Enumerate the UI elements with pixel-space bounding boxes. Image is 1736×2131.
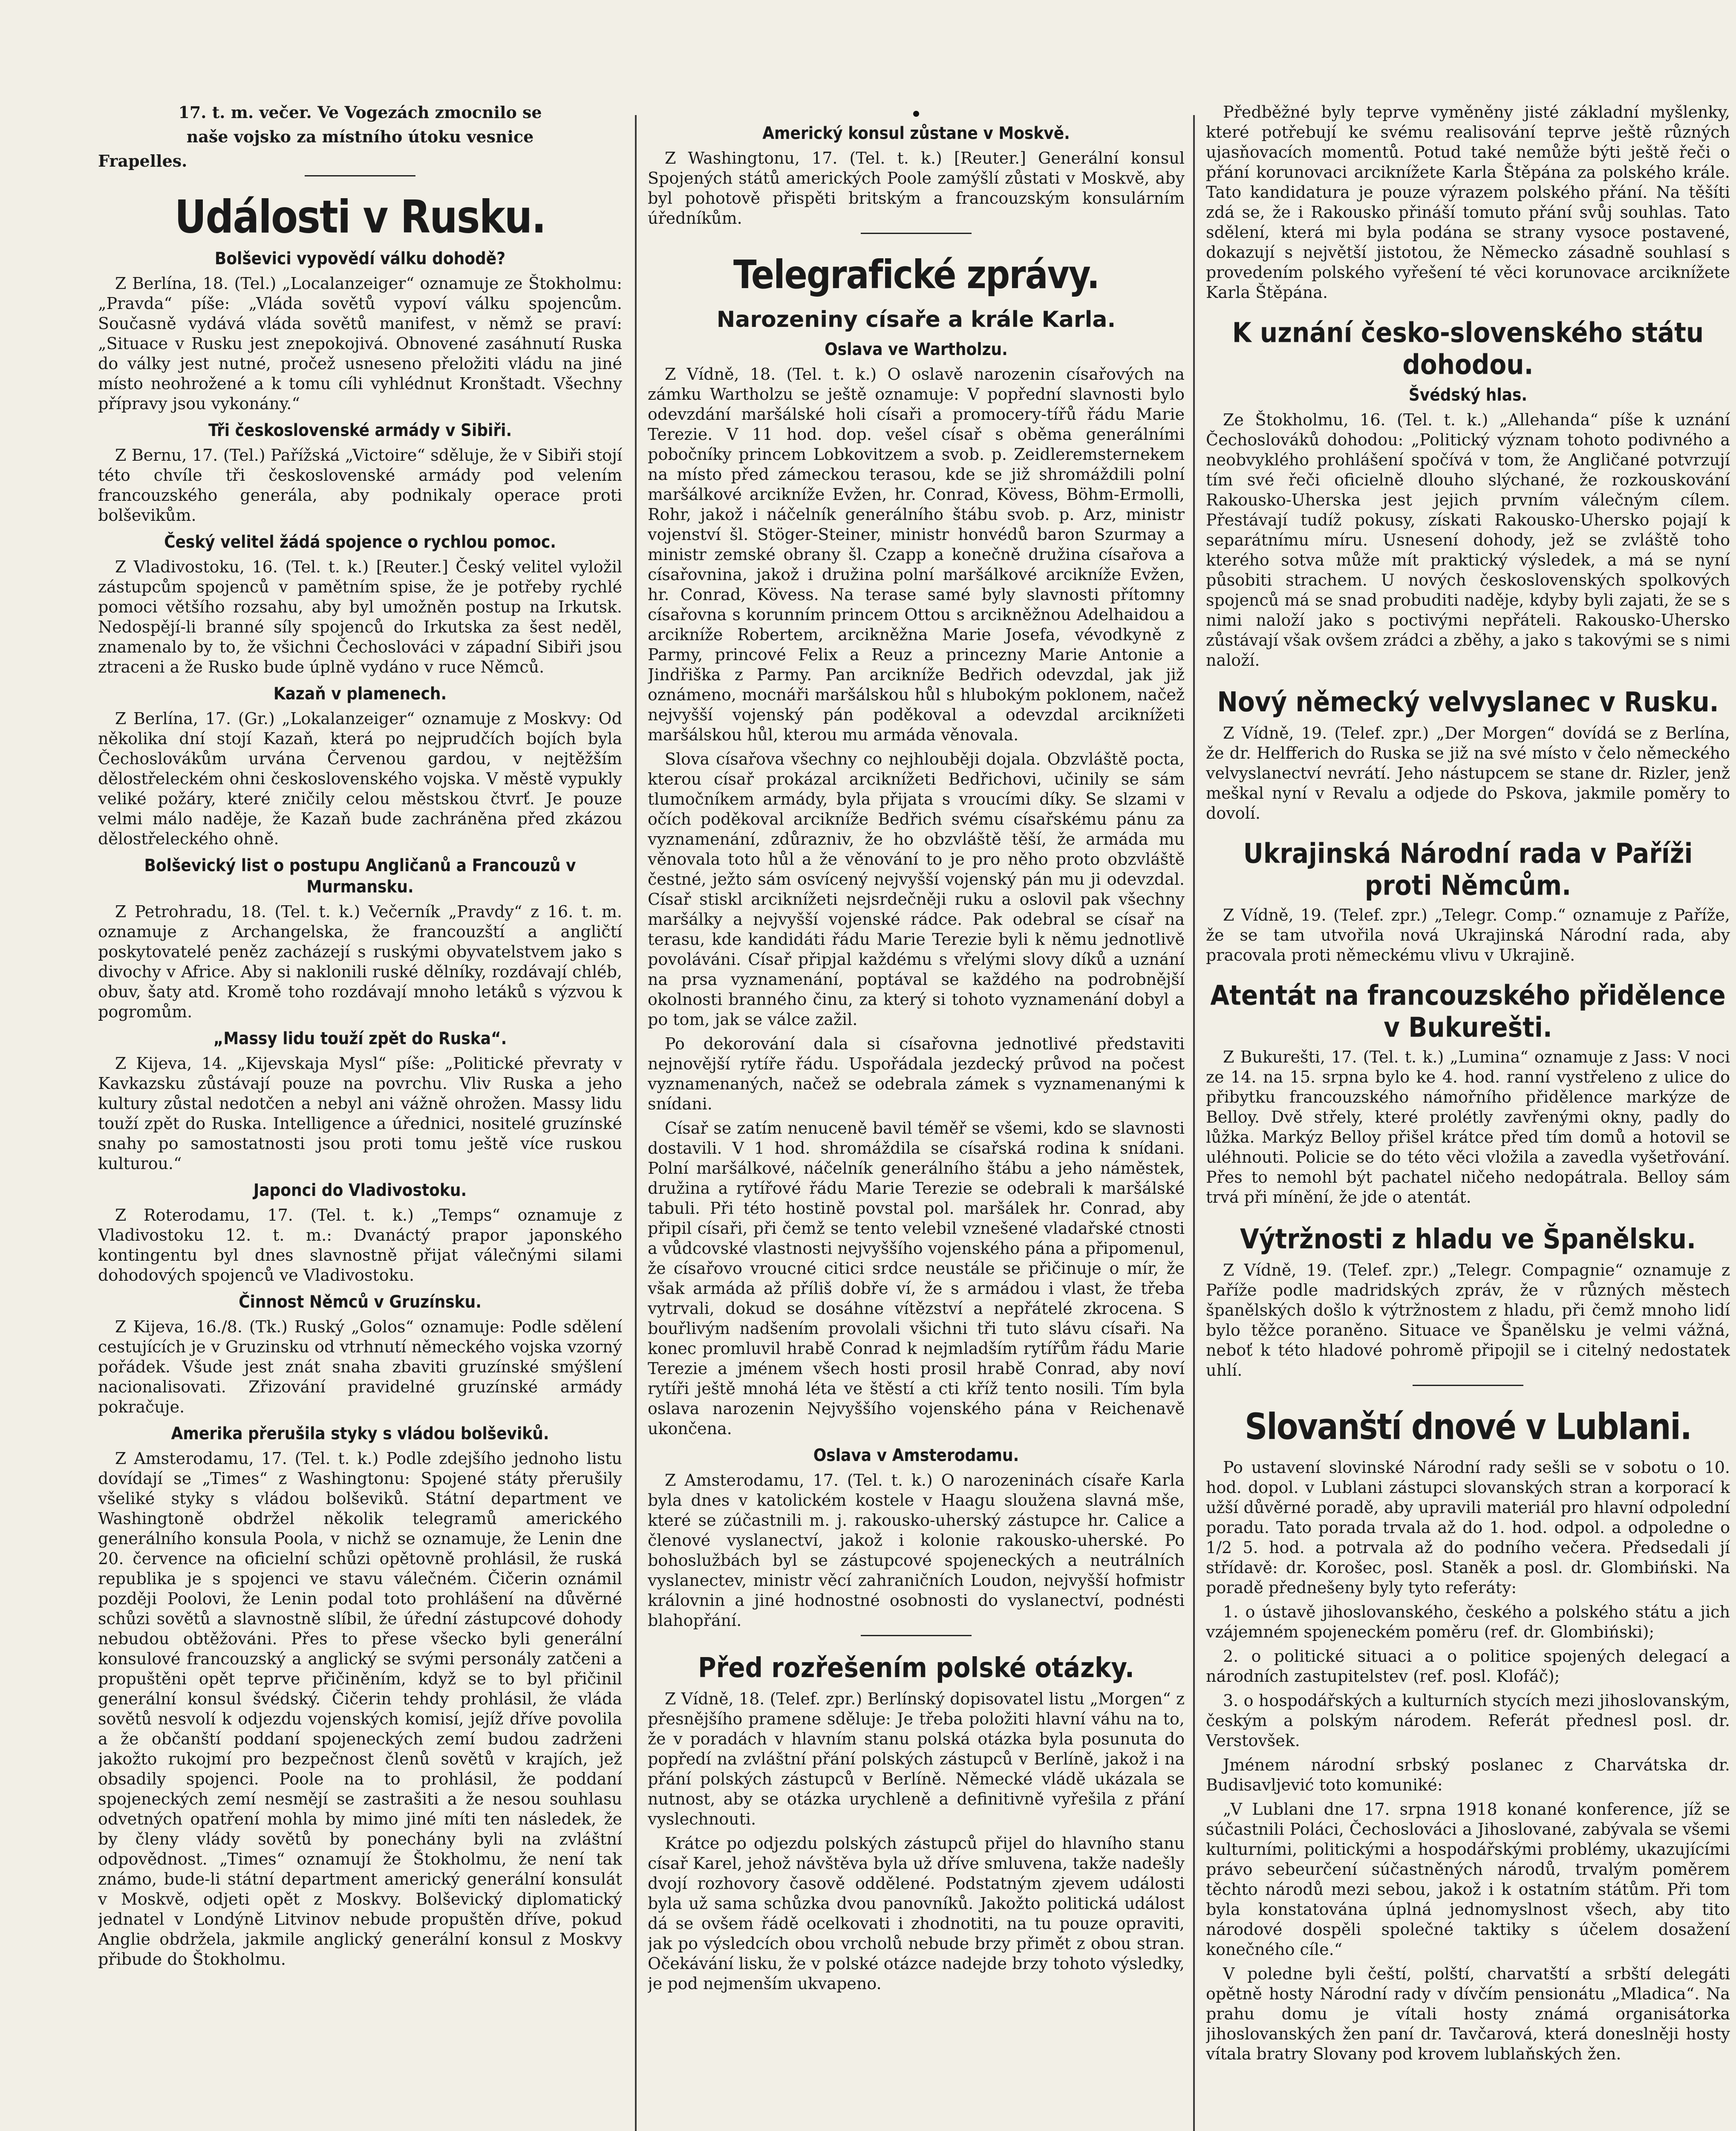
top-line: 17. t. m. večer. Ve Vogezách zmocnilo se	[178, 103, 542, 122]
separator-rule	[305, 175, 415, 176]
column-left	[98, 102, 622, 2131]
article-paragraph: 3. o hospodářských a kulturních stycích mezi jihoslovanským, českým a polským národem. Referát přednesl posl. dr. Verstovšek.	[1206, 1691, 1730, 1750]
section-title: K uznání česko-slovenského státu dohodou.	[1232, 317, 1704, 381]
section-title: Před rozřešením polské otázky.	[698, 1652, 1134, 1684]
article-paragraph: Z Vídně, 19. (Telef. zpr.) „Der Morgen“ dovídá se z Berlína, že dr. Helfferich do Ruska se již na své místo v čelo německého velvyslanectví nevrátí. Jeho nástupcem se stane dr. Rizler, jenž meškal nyní v Revalu a odjede do Pskova, jakmile poměry to dovolí.	[1206, 724, 1730, 823]
article-paragraph: Ze Štokholmu, 16. (Tel. t. k.) „Allehanda“ píše k uznání Čechoslováků dohodou: „Politický význam tohoto podivného a neobvyklého prohlášení spočívá v tom, že Angličané potvrzují tím své řeči oficielně dlouho slýchané, že rozkouskování Rakousko-Uherska jest jejich prvním válečným cílem. Přestávají tudíž pokusy, získati Rakousko-Uhersko pojají k separátnímu míru. Usnesení dohody, jež se zvláště toho kterého sotva může mít praktický výsledek, a má se nyní působiti strachem. U nových československých spolkových spojenců má se snad probuditi naděje, kdyby byli zajati, že se s nimi naloží jako s poctivými nepřáteli. Rakousko-Uhersko zůstávají však ovšem zrádci a zběhy, a jako s takovými se s nimi naloží.	[1206, 410, 1730, 670]
article-body	[648, 1689, 1185, 1994]
article-heading: Oslava v Amsterodamu.	[813, 1446, 1019, 1465]
section-title: Slovanští dnové v Lublani.	[1245, 1406, 1691, 1448]
column-middle	[648, 102, 1185, 2131]
column-divider	[1193, 115, 1195, 2131]
article-heading: Bolševici vypovědí válku dohodě?	[214, 249, 506, 269]
article-heading: Činnost Němců v Gruzínsku.	[239, 1292, 482, 1312]
ornament	[913, 111, 919, 117]
article-paragraph: V poledne byli čeští, polští, charvatští a srbští delegáti opětně hosty Národní rady v dívčím pensionátu „Mladica“. Na prahu domu je vítali hosty známá organisátorka jihoslovanských žen paní dr. Tavčarová, která doneslněji hosty vítala bratry Slovany pod krovem lublaňských žen.	[1206, 1964, 1730, 2063]
article-heading: Japonci do Vladivostoku.	[253, 1181, 467, 1200]
article-body	[1206, 1458, 1730, 2064]
article-paragraph: Slova císařova všechny co nejhlouběji dojala. Obzvláště pocta, kterou císař prokázal arciknížeti Bedřichovi, učinily se sám tlumočníkem armády, byla přijata s vroucími díky. Se slzami v očích poděkoval arcikníže Bedřich svému císařskému pánu za vyznamenání, zdůrazniv, že ho obzvláště těší, že armáda mu věnovala toto hůl a že věnování to je pro něho proto obzvláště čestné, ježto sám osvícený nejvyšší vojenský pán mu ji odevzdal. Císař stiskl arciknížeti nejsrdečněji ruku a oslovil pak všechny maršálky a nejvyšší vojenské rádce. Pak odebral se císař na terasu, kde kandidáti řádu Marie Terezie byli k němu jednotlivě povoláváni. Císař připjal každému s vřelými slovy díků a uznání na prsa vyznamenání, poptával se každého na podrobnější okolnosti branného činu, za který si tohoto vyznamenání dobyl a po tom, jak se válce zažil.	[648, 750, 1185, 1029]
article-paragraph: Z Bernu, 17. (Tel.) Pařížská „Victoire“ sděluje, že v Sibiři stojí této chvíle tři československé armády pod velením francouzského generála, aby podnikaly operace proti bolševikům.	[98, 446, 622, 525]
article-paragraph: Z Amsterodamu, 17. (Tel. t. k.) O narozeninách císaře Karla byla dnes v katolickém kostele v Haagu sloužena slavná mše, které se zúčastnili m. j. rakousko-uherský zástupce hr. Calice a členové vyslanectví, jakož i kolonie rakousko-uherské. Po bohoslužbách byl se zástupcové spojeneckých a neutrálních vyslanectev, ministr věcí zahraničních Loudon, nejvyšší hofmistr královnin a jiné hodnostné osobnosti do vyslanectví, podnésti blahopřání.	[648, 1471, 1185, 1630]
article-paragraph: Z Roterodamu, 17. (Tel. t. k.) „Temps“ oznamuje z Vladivostoku 12. t. m.: Dvanáctý prapor japonského kontingentu byl dnes slavnostně přijat válečnými silami dohodových spojenců ve Vladivostoku.	[98, 1206, 622, 1285]
section-title: Výtržnosti z hladu ve Španělsku.	[1240, 1223, 1696, 1255]
article-heading: Americký konsul zůstane v Moskvě.	[762, 124, 1070, 143]
article-heading: Kazaň v plamenech.	[273, 684, 447, 704]
article-body	[1206, 1260, 1730, 1380]
article-paragraph: Z Kijeva, 14. „Kijevskaja Mysl“ píše: „Politické převraty v Kavkazsku zůstávají pouze na povrchu. Vliv Ruska a jeho kultury zůstal nedotčen a nebyl ani vážně ohrožen. Massy lidu touží zpět do Ruska. Intelligence a úřednici, nositelé gruzínské snahy po samostatnosti jsou proti tomu ještě více ruskou kulturou.“	[98, 1054, 622, 1173]
section-title: Atentát na francouzského přidělence v Bukurešti.	[1210, 979, 1726, 1043]
section-title: Telegrafické zprávy.	[733, 251, 1099, 297]
separator-rule	[861, 1635, 972, 1636]
article-paragraph: Z Berlína, 17. (Gr.) „Lokalanzeiger“ oznamuje z Moskvy: Od několika dní stojí Kazaň, která po nejprudčích bojích byla Čechoslovákům urvána Červenou gardou, v nejtěžším dělostřeleckém ohni československého vojska. V městě vypukly veliké požáry, které zničily celou městskou čtvrť. Je pouze velmi málo naděje, že Kazaň bude zachráněna před zkázou dělostřeleckého ohně.	[98, 709, 622, 848]
article-paragraph: 2. o politické situaci a o politice spojených delegací a národních zastupitelstev (ref. posl. Klofáč);	[1206, 1647, 1730, 1686]
article-paragraph: Po ustavení slovinské Národní rady sešli se v sobotu o 10. hod. dopol. v Lublani zástupci slovanských stran a korporací k užší důvěrné poradě, aby upravili materiál pro hlavní odpolední poradu. Tato porada trvala až do 1. hod. odpol. a odpoledne o 1/2 5. hod. a potrvala až do podního večera. Předsedali jí střídavě: dr. Korošec, posl. Staněk a posl. dr. Glombiński. Na poradě přednešeny byly tyto referáty:	[1206, 1458, 1730, 1597]
article-body	[1206, 723, 1730, 823]
article-body	[98, 248, 622, 1969]
article-body	[648, 339, 1185, 1631]
column-divider	[635, 115, 637, 2131]
column-right	[1206, 102, 1730, 2131]
article-heading: Oslava ve Wartholzu.	[825, 340, 1008, 359]
article-paragraph: Z Amsterodamu, 17. (Tel. t. k.) Podle zdejšího jednoho listu dovídají se „Times“ z Washingtonu: Spojené státy přerušily všeliké styky s vládou bolševiků. Státní department ve Washingtoně obdržel několik telegramů amerického generálního konsula Poola, v nichž se oznamuje, že Lenin dne 20. července na oficielní schůzi opětovně prohlásil, že ruská republika je s spojenci ve stavu válečném. Čičerin oznámil později Poolovi, že Lenin podal toto prohlášení na důvěrné schůzi sovětů a slavnostně slíbil, že úřední zástupcové dohody nebudou obtěžováni. Přes to přese všecko byli generální konsulové francouzský a anglický se svými personály zatčeni a propuštěni opět teprve přičiněním, když se to byl přičinil generální konsul švédský. Čičerin tehdy prohlásil, že vláda sovětů nesvolí k odjezdu vojenských komisí, jejíž dříve povolila a že občanští poddaní spojeneckých zemí budou zadrženi jakožto rukojmí pro bezpečnost členů sovětů v krajích, jež obsadily spojenci. Poole na to prohlásil, že poddaní spojeneckých zemí nesmějí se zastrašiti a že nesou souhlasu odvetných opatření mohla by mimo jiné míti ten následek, že by členy vlády sovětů by ponechány byli na zvláštní odpovědnost. „Times“ oznamují že Štokholmu, že není tak známo, bude-li státní department americký generální konsulát v Moskvě, odjeti opět z Moskvy. Bolševický diplomatický jednatel v Londýně Litvinov nebude propuštěn dříve, pokud Anglie obdržela, jakmile anglický generální konsul z Moskvy přibude do Štokholmu.	[98, 1449, 622, 1969]
article-paragraph: Z Kijeva, 16./8. (Tk.) Ruský „Golos“ oznamuje: Podle sdělení cestujících je v Gruzinsku od vtrhnutí německého vojska vzorný pořádek. Všude jest znát snaha zbaviti gruzínské smýšlení nacionalisovati. Zřizování pravidelné gruzínské armády pokračuje.	[98, 1317, 622, 1416]
article-paragraph: Z Bukurešti, 17. (Tel. t. k.) „Lumina“ oznamuje z Jass: V noci ze 14. na 15. srpna bylo ke 4. hod. ranní vystřeleno z ulice do přibytku francouzského námořního přidělence markýze de Belloy. Dvě střely, které prolétly zavřenými okny, padly do lůžka. Markýz Belloy přišel krátce před tím domů a hotovil se uléhnouti. Policie se do této věci vložila a zavedla vyšetřování. Přes to nemohl být pachatel ničeho nedopátrala. Belloy sám trvá při mínění, že jde o atentát.	[1206, 1048, 1730, 1207]
section-title: Nový německý velvyslanec v Rusku.	[1217, 686, 1719, 718]
article-paragraph: Z Vladivostoku, 16. (Tel. t. k.) [Reuter.] Český velitel vyložil zástupcům spojenců v pamětním spise, že je potřeby rychlé pomoci většího rozsahu, aby byl umožněn postup na Irkutsk. Nedospějí-li branné síly spojenců do Irkutska za šest neděl, znamenalo by to, že všichni Čechoslováci v západní Sibiři jsou ztraceni a že Rusko bude úplně vydáno v ruce Němců.	[98, 557, 622, 676]
article-paragraph: Z Berlína, 18. (Tel.) „Localanzeiger“ oznamuje ze Štokholmu: „Pravda“ píše: „Vláda sovětů vypoví válku spojencům. Současně vydává vláda sovětů manifest, v němž se praví: „Situace v Rusku jest znepokojivá. Obnovené zasáhnutí Ruska do války jest nutné, pročež usneseno přeložiti vládu na jiné místo neohrožené a k tomu cíli vyhlédnut Kronštadt. Všechny přípravy jsou vykonány.“	[98, 274, 622, 413]
article-paragraph: Krátce po odjezdu polských zástupců přijel do hlavního stanu císař Karel, jehož návštěva byla už dříve smluvena, takže nadešly dvojí rozhovory časově oddělené. Podstatným zjevem události byla už sama schůzka dvou panovníků. Jakožto politická událost dá se ovšem řádě ocelkovati i zhodnotiti, na tu pouze opraviti, jak po výsledcích obou vrcholů nebude brzy přimět z obou stran. Očekávání lisku, že v polské otázce nadejde brzy tohoto výsledky, je pod nejmenším ukvapeno.	[648, 1834, 1185, 1993]
section-title: Události v Rusku.	[174, 191, 546, 243]
article-paragraph: Císař se zatím nenuceně bavil téměř se všemi, kdo se slavnosti dostavili. V 1 hod. shromáždila se císařská rodina k snídani. Polní maršálkové, náčelník generálního štábu a jeho náměstek, družina a rytířové řádu Marie Terezie se odebrali k maršálské tabuli. Při této hostině povstal pol. maršálek hr. Conrad, aby připil císaři, při čemž se tento velebil vznešené vladařské ctnosti a vůdcovské vlastnosti nejvyššího vojenského pána a připomenul, že císařovo vroucné citici srdce neustále se přičinuje o mír, že však armáda až příliš dobře ví, že s armádou i vlast, že třeba vytrvali, dokud se dosáhne vítězství a nepřátelé zkrocena. S bouřlivým nadšením provolali všichni tři tuto slávu císaři. Na konec promluvil hrabě Conrad k nejmladším rytířům řádu Marie Terezie a jménem všech hosti prosil hrabě Conrad, aby noví rytíři ještě mnohá léta ve štěstí a cti kříž tento nosili. Tím byla oslava narozenin Nejvyššího vojenského pána v Reichenavě ukončena.	[648, 1119, 1185, 1438]
article-paragraph: Z Petrohradu, 18. (Tel. t. k.) Večerník „Pravdy“ z 16. t. m. oznamuje z Archangelska, že francouzští a angličtí poskytovatelé peněz zacházejí s ruskými obyvatelstvem jako s divochy v Africe. Aby si naklonili ruské dělníky, rozdávají chléb, obuv, šaty atd. Kromě toho rozdávají mnoho letáků s výzvou k pogromům.	[98, 902, 622, 1021]
top-line: naše vojsko za místního útoku vesnice	[186, 127, 534, 146]
article-heading: Švédský hlas.	[1408, 385, 1528, 405]
article-paragraph: 1. o ústavě jihoslovanského, českého a polského státu a jich vzájemném spojeneckém poměru (ref. dr. Glombiński);	[1206, 1603, 1730, 1641]
article-body	[648, 123, 1185, 228]
article-body	[1206, 102, 1730, 303]
article-paragraph: Předběžné byly teprve vyměněny jisté základní myšlenky, které potřebují ke svému realisování teprve ještě různých ujasňovacích momentů. Potud také nemůže býti ještě řeči o přání korunovaci arciknížete Karla Štěpána za polského krále. Tato kandidatura je pouze výrazem polského přání. Na těšíti zdá se, že i Rakousko přináší tomuto přání svůj souhlas. Tato sdělení, která mi byla podána se strany vysoce postavené, dokazují s největší jistotou, že Německo zásadně souhlasí s provedením polského vyřešení té věci korunovace arciknížete Karla Štěpána.	[1206, 103, 1730, 302]
separator-rule	[861, 233, 972, 234]
article-paragraph: Z Vídně, 19. (Telef. zpr.) „Telegr. Comp.“ oznamuje z Paříže, že se tam utvořila nová Ukrajinská Národní rada, aby pracovala proti německému vlivu v Ukrajině.	[1206, 906, 1730, 964]
section-title: Ukrajinská Národní rada v Paříži proti Němcům.	[1243, 837, 1693, 901]
article-paragraph: Z Vídně, 19. (Telef. zpr.) „Telegr. Compagnie“ oznamuje z Paříže podle madridských zpráv, že v různých městech španělských došlo k výtržnostem z hladu, při čemž mnoho lidí bylo těžce poraněno. Situace ve Španělsku je velmi vážná, neboť k této hladové pohromě připojil se i citelný nedostatek uhlí.	[1206, 1261, 1730, 1380]
article-paragraph: Po dekorování dala si císařovna jednotlivé představiti nejnovější rytíře řádu. Uspořádala jezdecký průvod na počest vyznamenaných, načež se odebrala zámek s vyznamenanými k snídani.	[648, 1034, 1185, 1113]
article-paragraph: Z Vídně, 18. (Tel. t. k.) O oslavě narozenin císařových na zámku Wartholzu se ještě oznamuje: V popřední slavnosti bylo odevzdání maršálské holi císaři a promocery-tířů řádu Marie Terezie. V 11 hod. dop. vešel císař s oběma generálními pobočníky princem Lobkovitzem a svob. p. Zeidleremsternekem na místo před zámeckou terasou, kde se již shromáždili polní maršálkové arcikníže Evžen, hr. Conrad, Kövess, Böhm-Ermolli, Rohr, jakož i náčelník generálního štábu svob. p. Arz, ministr vojenství šl. Stöger-Steiner, ministr honvédů baron Szurmay a ministr zemské obrany šl. Czapp a konečně družina císařova a císařovnina, jakož i družina polní maršálkové arcikníže Evžen, hr. Conrad, Kövess. Na terase samé byly slavnosti přítomny císařovna s korunním princem Ottou s arcikněžnou Adelhaidou a arcikníže Robertem, arcikněžna Marie Josefa, vévodkyně z Parmy, princové Felix a Reuz a princezny Marie Antonie a Jindřiška z Parmy. Pan arcikníže Bedřich odevzdal, jak již oznámeno, mocnáři maršálskou hůl s hlubokým poklonem, načež nejvyšší vojenský pán poděkoval a odevzdal arciknížeti maršálskou hůl, kterou mu armáda věnovala.	[648, 365, 1185, 744]
article-heading: „Massy lidu touží zpět do Ruska“.	[213, 1029, 507, 1048]
article-paragraph: Z Washingtonu, 17. (Tel. t. k.) [Reuter.] Generální konsul Spojených států amerických Poole zamýšlí zůstati v Moskvě, aby byl pohotově přispěti britským a francouzským konsulárním úředníkům.	[648, 149, 1185, 228]
article-paragraph: Jménem národní srbský poslanec z Charvátska dr. Budisavljević toto komuniké:	[1206, 1756, 1730, 1794]
section-subtitle: Narozeniny císaře a krále Karla.	[716, 307, 1116, 332]
article-paragraph: Z Vídně, 18. (Telef. zpr.) Berlínský dopisovatel listu „Morgen“ z přesnějšího pramene sděluje: Je třeba položiti hlavní váhu na to, že v poradách v hlavním stanu polská otázka byla posunuta do popředí na zvláštní přání polských zástupců v Berlíně, jakož i na přání polských zástupců v Berlíně. Německé vládě ukázala se nutnost, aby se otázka urychleně a definitivně vyřešila z přání vyslechnouti.	[648, 1689, 1185, 1828]
article-body	[1206, 905, 1730, 965]
article-heading: Český velitel žádá spojence o rychlou pomoc.	[164, 532, 556, 552]
article-heading: Amerika přerušila styky s vládou bolševiků.	[171, 1424, 549, 1444]
article-body	[1206, 384, 1730, 670]
article-body	[1206, 1047, 1730, 1207]
article-heading: Tři československé armády v Sibiři.	[208, 421, 512, 440]
article-heading: Bolševický list o postupu Angličanů a Francouzů v Murmansku.	[144, 856, 576, 897]
top-line: Frapelles.	[98, 151, 187, 170]
article-paragraph: „V Lublani dne 17. srpna 1918 konané konference, jíž se súčastnili Poláci, Čechoslováci a Jihoslované, zabývala se všemi kulturními, politickými a hospodářskými problémy, ukazujícími právo sebeurčení súčastněných národů, trvalým poměrem těchto národů mezi sebou, jakož i k ostatním státům. Při tom byla konstatována úplná jednomyslnost všech, aby tito národové dospěli společné taktiky s účelem dosažení konečného cíle.“	[1206, 1800, 1730, 1959]
separator-rule	[1413, 1385, 1523, 1386]
